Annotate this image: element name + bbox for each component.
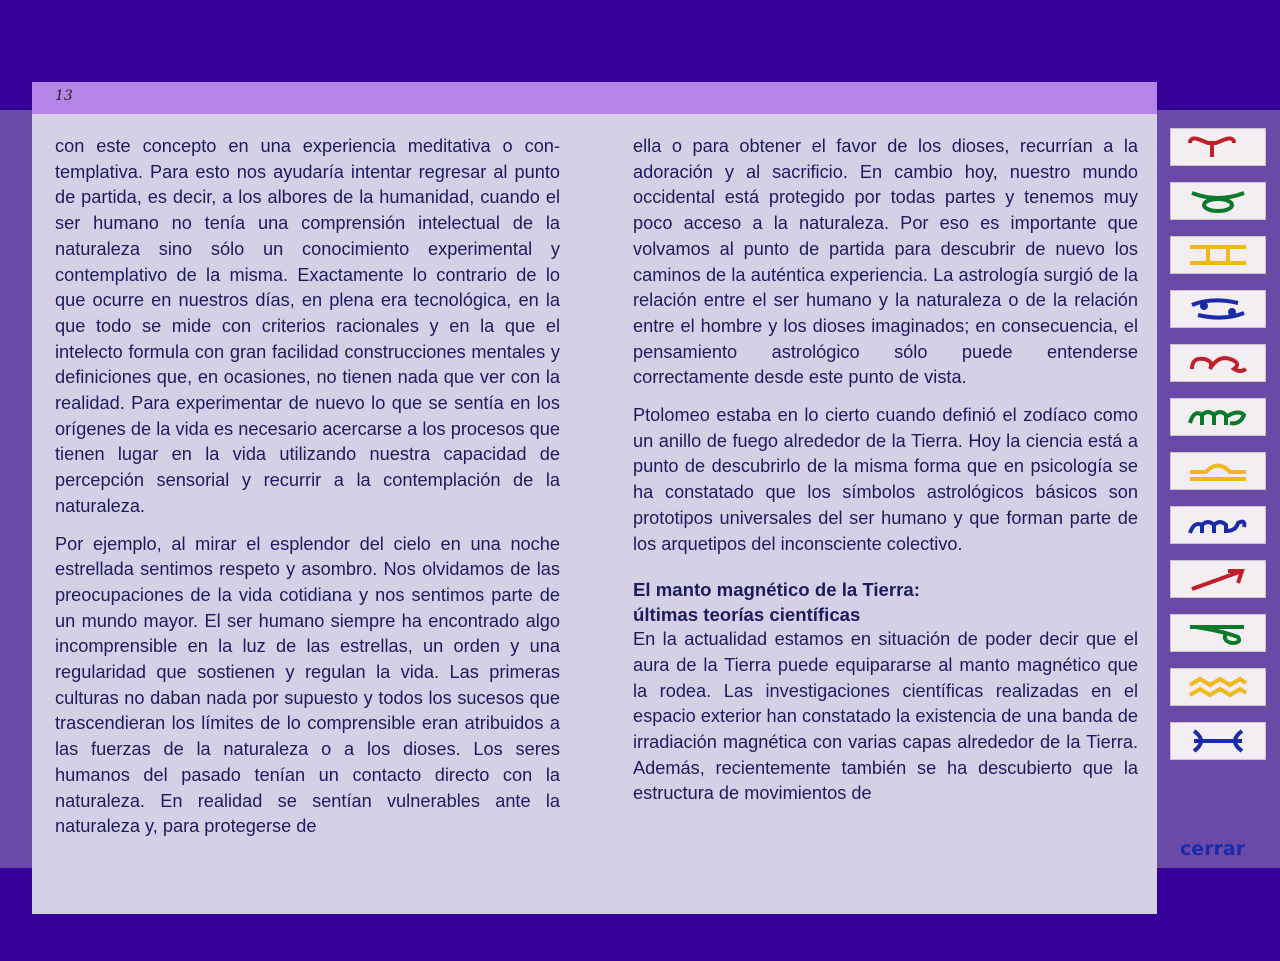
zodiac-button-libra[interactable]: [1170, 452, 1266, 490]
taurus-icon: [1182, 187, 1254, 215]
close-button[interactable]: cerrar: [1180, 838, 1246, 860]
zodiac-button-cancer[interactable]: [1170, 290, 1266, 328]
zodiac-button-aries[interactable]: [1170, 128, 1266, 166]
virgo-icon: [1182, 403, 1254, 431]
paragraph: En la actualidad estamos en situación de poder decir que el aura de la Tierra puede equipararse al manto magnético que la rodea. Las investigaciones científicas realizadas en el espacio exterior han constatado la existencia de una banda de irradiación magnética con varias capas alrededor de la Tierra. Además, recientemente también se ha descubierto que la estructura de movimientos de: [633, 629, 1138, 804]
leo-icon: [1182, 349, 1254, 377]
zodiac-button-capricorn[interactable]: [1170, 614, 1266, 652]
cancer-icon: [1182, 295, 1254, 323]
capricorn-icon: [1182, 619, 1254, 647]
gemini-icon: [1182, 241, 1254, 269]
scorpio-icon: [1182, 511, 1254, 539]
section-heading-line: últimas teorías científicas: [633, 604, 861, 626]
paragraph: Por ejemplo, al mirar el esplendor del cielo en una noche estrellada sentimos respeto y asombro. Nos olvidamos de las preocupaciones de la vida cotidiana y nos sentimos parte de un mundo mayor. El ser humano siempre ha encontrado algo incomprensible en la luz de las estrellas, un orden y una regularidad que sostienen y regulan la vida. Las primeras culturas no daban nada por supuesto y todos los sucesos que trascendieran los límites de lo comprensible eran atribuidos a las fuerzas de la naturaleza o a los dioses. Los seres humanos del pasado tenían un contacto directo con la naturaleza. En realidad se sentían vulnerables ante la naturaleza y, para protegerse de: [55, 533, 560, 837]
zodiac-button-sagittarius[interactable]: [1170, 560, 1266, 598]
book-page: [32, 82, 1157, 914]
paragraph: Ptolomeo estaba en lo cierto cuando definió el zodíaco como un anillo de fuego alrededor de la Tierra. Hoy la ciencia está a punto de descubrirlo de la misma forma que en psicología se ha constatado que los símbolos astrológicos básicos son prototipos universales del ser humano y que forman parte de los arquetipos del inconsciente colectivo.: [633, 405, 1138, 554]
aries-icon: [1182, 133, 1254, 161]
zodiac-button-gemini[interactable]: [1170, 236, 1266, 274]
zodiac-button-aquarius[interactable]: [1170, 668, 1266, 706]
libra-icon: [1182, 457, 1254, 485]
paragraph: con este concepto en una experiencia meditativa o contemplativa. Para esto nos ayudaría intentar regresar al punto de partida, es decir, a los albores de la humanidad, cuando el ser humano no tenía una comprensión intelectual de la naturaleza sino sólo un conocimiento experimental y contemplativo de la misma. Exactamente lo contrario de lo que ocurre en nuestros días, en plena era tecnológica, en la que todo se mide con criterios racionales y en la que el intelecto formula con gran facilidad construcciones mentales y definiciones que, en ocasiones, no tienen nada que ver con la realidad. Para experimentar de nuevo lo que se sentía en los orígenes de la vida es necesario acercarse a los procesos que tienen lugar en la vida utilizando nuestra capacidad de percepción sensorial y recurrir a la contemplación de la naturaleza.: [55, 136, 560, 516]
page-header: [32, 82, 1157, 114]
zodiac-button-leo[interactable]: [1170, 344, 1266, 382]
paragraph: ella o para obtener el favor de los dioses, recurrían a la adoración y al sacrificio. En cambio hoy, nuestro mundo occidental está protegido por todas partes y tenemos muy poco acceso a la naturaleza. Por eso es importante que volvamos al punto de partida para descubrir de nuevo los caminos de la auténtica experiencia. La astrología surgió de la relación entre el ser humano y la naturaleza o de la relación entre el hombre y los dioses imaginados; en consecuencia, el pensamiento astrológico sólo puede entenderse correctamente desde este punto de vista.: [633, 136, 1138, 388]
page-number: 13: [55, 88, 73, 104]
zodiac-button-scorpio[interactable]: [1170, 506, 1266, 544]
right-column: [633, 134, 1138, 819]
zodiac-button-pisces[interactable]: [1170, 722, 1266, 760]
pisces-icon: [1182, 727, 1254, 755]
aquarius-icon: [1182, 673, 1254, 701]
sagittarius-icon: [1182, 565, 1254, 593]
left-column: [55, 134, 560, 852]
section-heading: [633, 577, 1138, 627]
zodiac-button-virgo[interactable]: [1170, 398, 1266, 436]
section-heading-line: El manto magnético de la Tierra:: [633, 579, 920, 601]
zodiac-button-taurus[interactable]: [1170, 182, 1266, 220]
